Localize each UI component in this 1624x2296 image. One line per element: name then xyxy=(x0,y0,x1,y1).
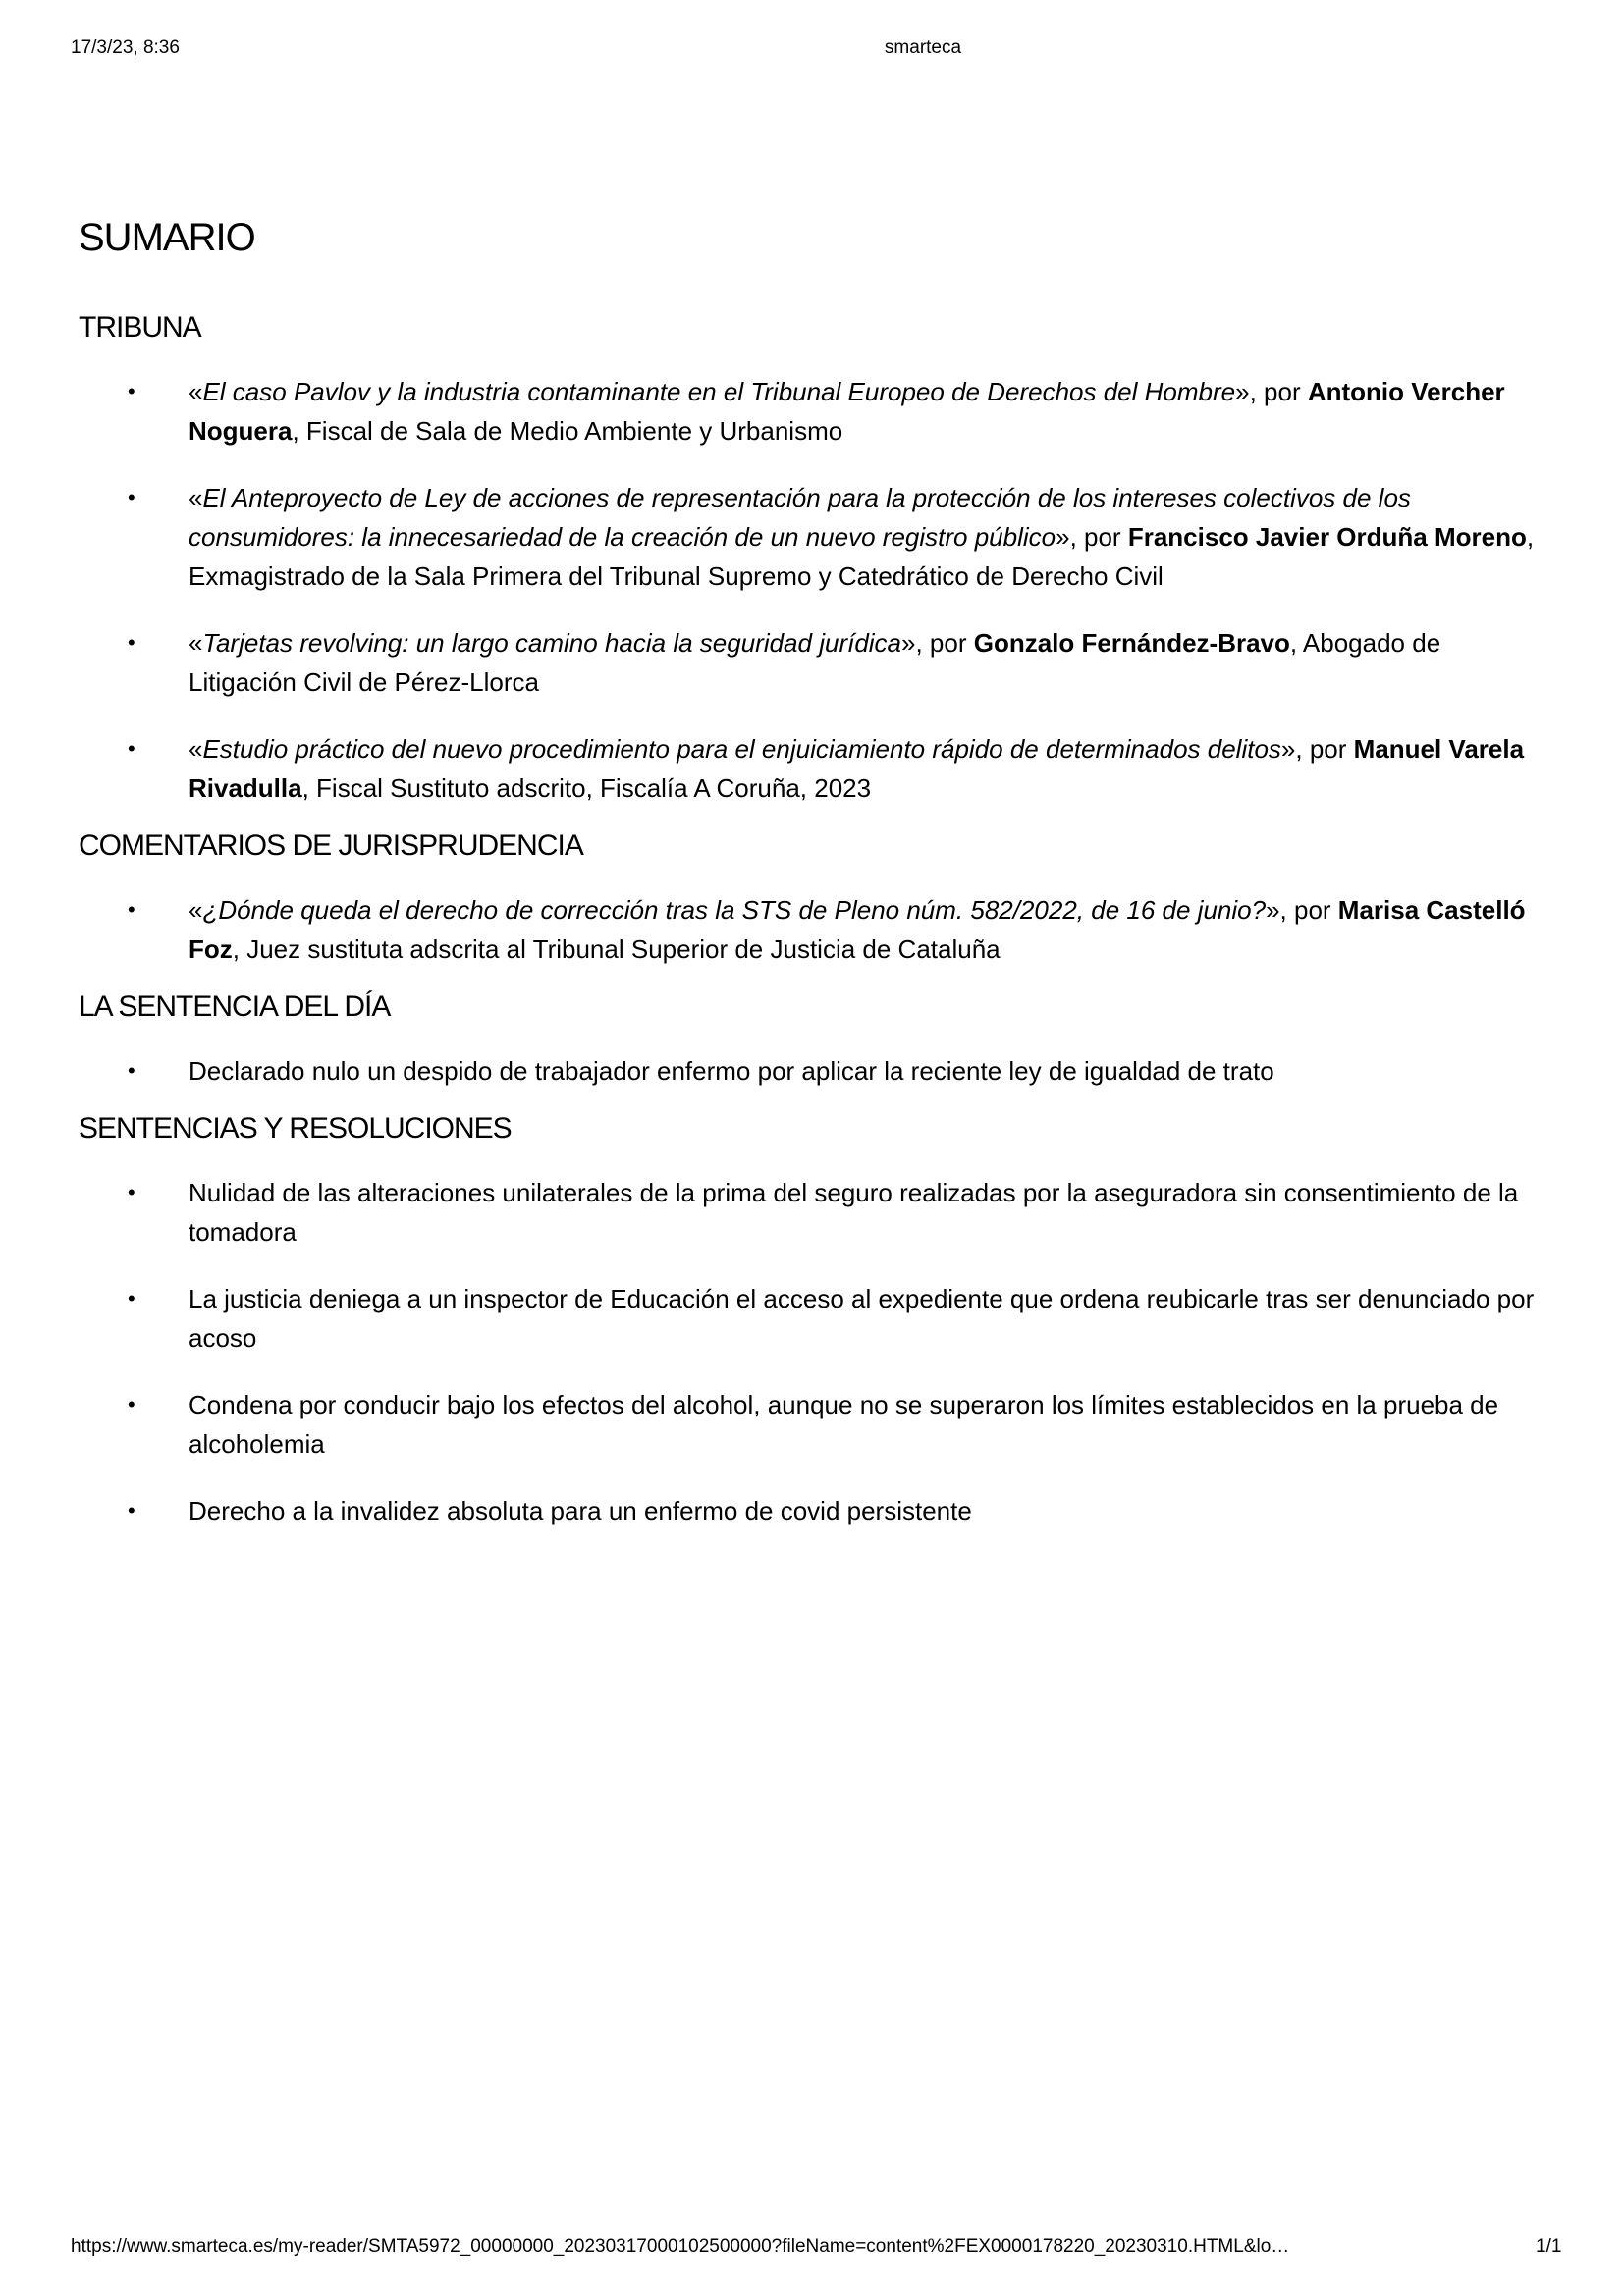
list-item[interactable]: • «Estudio práctico del nuevo procedimiento para el enjuiciamiento rápido de determinados delitos», por Manuel Varela Rivadulla, Fiscal Sustituto adscrito, Fiscalía A Coruña, 2023 xyxy=(79,729,1551,808)
item-text[interactable]: Derecho a la invalidez absoluta para un enfermo de covid persistente xyxy=(189,1496,972,1525)
list-item[interactable] xyxy=(79,1279,1551,1358)
document-content xyxy=(79,216,1551,1530)
article-title[interactable]: ¿Dónde queda el derecho de corrección tras la STS de Pleno núm. 582/2022, de 16 de junio? xyxy=(202,895,1267,925)
bullet-icon: • xyxy=(128,1498,135,1522)
print-header xyxy=(0,37,1624,67)
item-list xyxy=(79,890,1551,969)
item-text[interactable]: Condena por conducir bajo los efectos del alcohol, aunque no se superaron los límites establecidos en la prueba de alcoholemia xyxy=(189,1390,1499,1459)
article-author: Marisa Castelló Foz xyxy=(189,895,1526,964)
section-sentencias-resoluciones xyxy=(79,1112,1551,1530)
section-heading: TRIBUNA xyxy=(79,311,201,344)
bullet-icon: • xyxy=(128,1058,135,1083)
article-title[interactable]: Tarjetas revolving: un largo camino hacia la seguridad jurídica xyxy=(202,628,902,658)
article-author: Manuel Varela Rivadulla xyxy=(189,734,1525,803)
section-comentarios xyxy=(79,829,1551,969)
section-tribuna xyxy=(79,311,1551,808)
print-date: 17/3/23, 8:36 xyxy=(71,37,180,58)
article-author: Gonzalo Fernández-Bravo xyxy=(973,628,1290,658)
bullet-icon: • xyxy=(128,1286,135,1310)
list-item[interactable]: • «¿Dónde queda el derecho de corrección tras la STS de Pleno núm. 582/2022, de 16 de junio?», por Marisa Castelló Foz, Juez sustituta adscrita al Tribunal Superior de Justicia de Cataluña xyxy=(79,890,1551,969)
list-item[interactable]: • «El caso Pavlov y la industria contaminante en el Tribunal Europeo de Derechos del Hombre», por Antonio Vercher Noguera, Fiscal de Sala de Medio Ambiente y Urbanismo xyxy=(79,372,1551,451)
page-title: SUMARIO xyxy=(79,216,255,259)
section-sentencia-del-dia xyxy=(79,990,1551,1091)
bullet-icon: • xyxy=(128,1180,135,1204)
article-title[interactable]: El Anteproyecto de Ley de acciones de representación para la protección de los intereses colectivos de los consumidores: la innecesariedad de la creación de un nuevo registro público xyxy=(189,483,1411,552)
bullet-icon: • xyxy=(128,1392,135,1416)
item-list xyxy=(79,372,1551,808)
bullet-icon: • xyxy=(128,736,135,761)
section-heading: SENTENCIAS Y RESOLUCIONES xyxy=(79,1112,512,1145)
bullet-icon: • xyxy=(128,630,135,655)
list-item[interactable] xyxy=(79,1051,1551,1091)
print-site-name: smarteca xyxy=(884,37,962,58)
list-item[interactable] xyxy=(79,1385,1551,1464)
list-item[interactable] xyxy=(79,1491,1551,1530)
page-number: 1/1 xyxy=(1536,2236,1562,2257)
article-author: Francisco Javier Orduña Moreno xyxy=(1127,522,1527,552)
author-role: , Juez sustituta adscrita al Tribunal Superior de Justicia de Cataluña xyxy=(232,934,1001,964)
section-heading: COMENTARIOS DE JURISPRUDENCIA xyxy=(79,829,583,862)
list-item[interactable]: • «El Anteproyecto de Ley de acciones de representación para la protección de los intereses colectivos de los consumidores: la innecesariedad de la creación de un nuevo registro público», por Francisco Javier Orduña Moreno, Exmagistrado de la Sala Primera del Tribunal Supremo y Catedrático de Derecho Civil xyxy=(79,478,1551,596)
item-list xyxy=(79,1051,1551,1091)
bullet-icon: • xyxy=(128,897,135,922)
list-item[interactable]: • «Tarjetas revolving: un largo camino hacia la seguridad jurídica», por Gonzalo Fernández-Bravo, Abogado de Litigación Civil de Pérez-Llorca xyxy=(79,623,1551,702)
bullet-icon: • xyxy=(128,485,135,509)
author-role: , Fiscal Sustituto adscrito, Fiscalía A Coruña, 2023 xyxy=(301,774,872,803)
section-heading: LA SENTENCIA DEL DÍA xyxy=(79,990,391,1023)
item-list xyxy=(79,1173,1551,1530)
bullet-icon: • xyxy=(128,379,135,403)
article-title[interactable]: Estudio práctico del nuevo procedimiento para el enjuiciamiento rápido de determinados delitos xyxy=(202,734,1281,764)
list-item[interactable] xyxy=(79,1173,1551,1252)
print-url[interactable]: https://www.smarteca.es/my-reader/SMTA5972_00000000_20230317000102500000?fileName=content%2FEX0000178220_20230310.HTML&lo… xyxy=(71,2236,1290,2257)
author-role: , Exmagistrado de la Sala Primera del Tribunal Supremo y Catedrático de Derecho Civil xyxy=(189,522,1535,591)
article-title[interactable]: El caso Pavlov y la industria contaminante en el Tribunal Europeo de Derechos del Hombre xyxy=(202,377,1236,406)
item-text[interactable]: La justicia deniega a un inspector de Educación el acceso al expediente que ordena reubicarle tras ser denunciado por acoso xyxy=(189,1284,1535,1353)
item-text[interactable]: Declarado nulo un despido de trabajador enfermo por aplicar la reciente ley de igualdad de trato xyxy=(189,1056,1274,1086)
article-author: Antonio Vercher Noguera xyxy=(189,377,1505,446)
item-text[interactable]: Nulidad de las alteraciones unilaterales de la prima del seguro realizadas por la aseguradora sin consentimiento de la tomadora xyxy=(189,1178,1519,1247)
author-role: , Fiscal de Sala de Medio Ambiente y Urbanismo xyxy=(292,416,843,446)
author-role: , Abogado de Litigación Civil de Pérez-Llorca xyxy=(189,628,1441,697)
